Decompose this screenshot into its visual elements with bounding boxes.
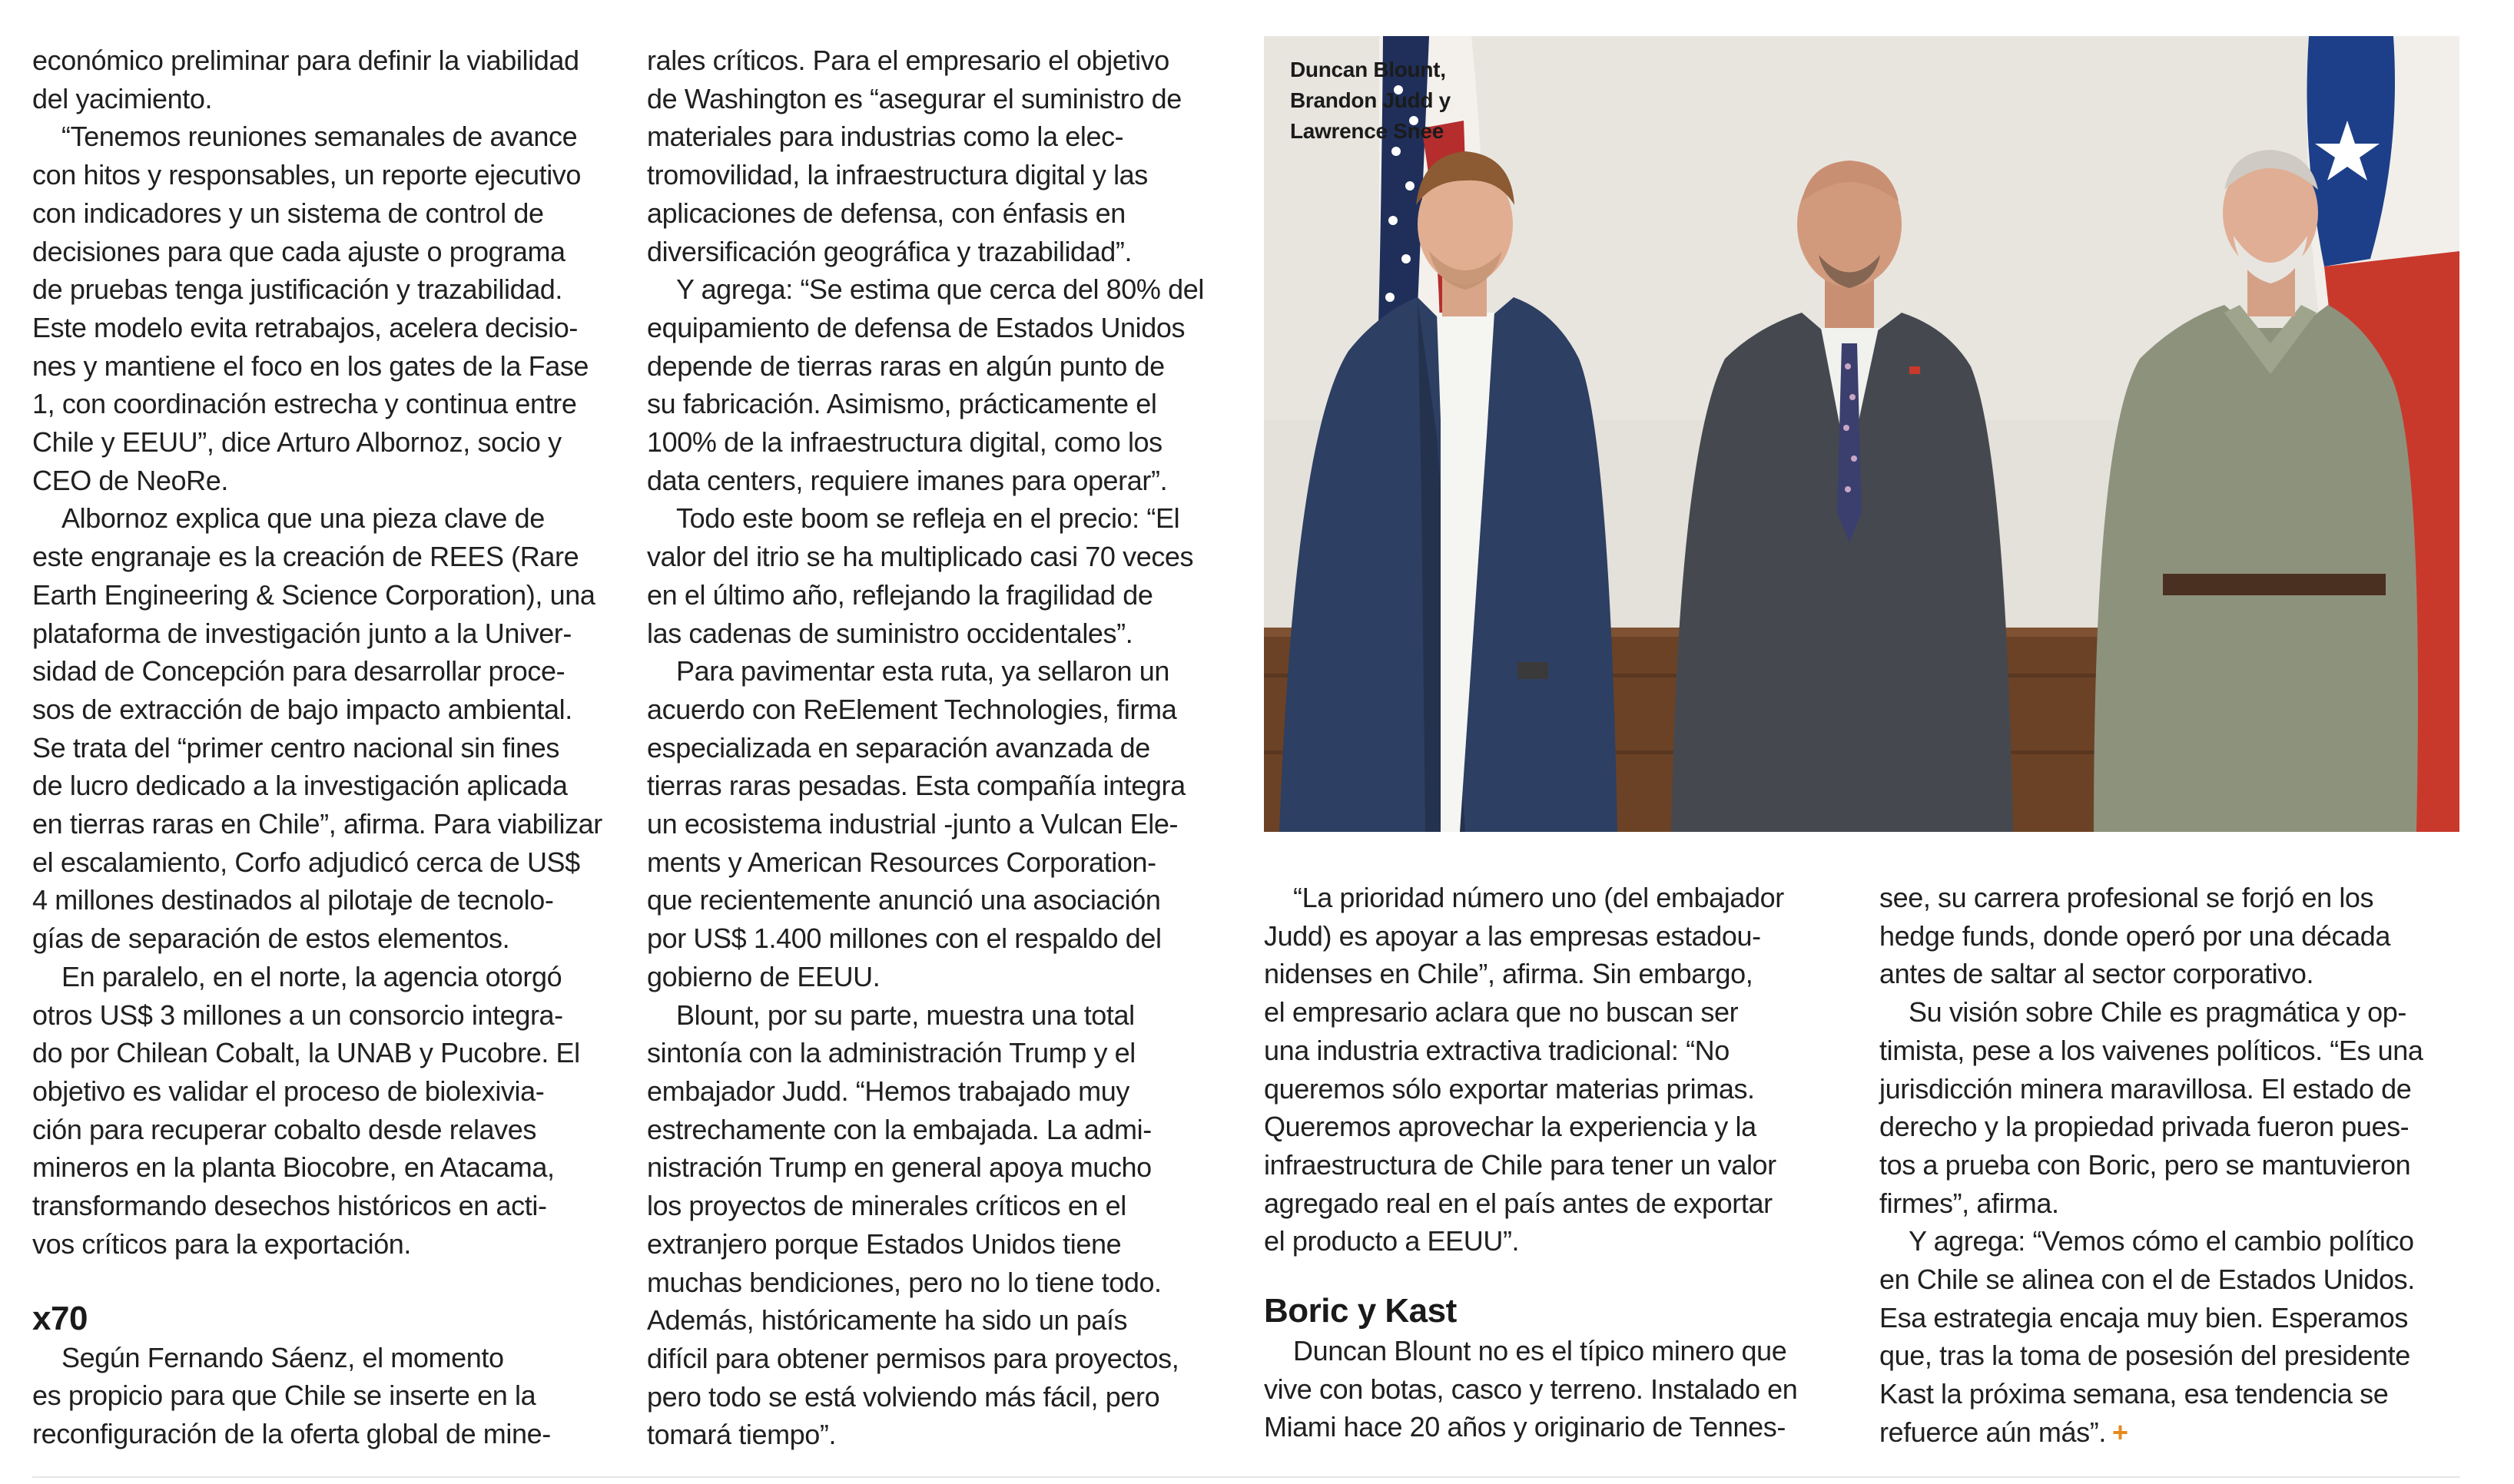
text-line: CEO de NeoRe. bbox=[32, 464, 228, 496]
text-line: rales críticos. Para el empresario el objetivo bbox=[647, 45, 1169, 76]
text-line: Miami hace 20 años y originario de Tennes- bbox=[1264, 1411, 1786, 1443]
text-column-4 bbox=[1879, 879, 2463, 1452]
text-line: las cadenas de suministro occidentales”. bbox=[647, 617, 1133, 649]
text-line: nidenses en Chile”, afirma. Sin embargo, bbox=[1264, 958, 1753, 990]
text-line: data centers, requiere imanes para operar”. bbox=[647, 464, 1168, 496]
text-line: queremos sólo exportar materias primas. bbox=[1264, 1072, 1755, 1105]
text-line: otros US$ 3 millones a un consorcio integra- bbox=[32, 999, 563, 1031]
text-line: infraestructura de Chile para tener un valor bbox=[1264, 1148, 1776, 1181]
text-line: tierras raras pesadas. Esta compañía integra bbox=[647, 770, 1186, 802]
text-line: Judd) es apoyar a las empresas estadou- bbox=[1264, 919, 1761, 952]
text-column-1 bbox=[32, 41, 616, 1453]
caption-line: Duncan Blount, bbox=[1290, 58, 1446, 81]
text-line: “Tenemos reuniones semanales de avance bbox=[61, 121, 578, 153]
text-line: especializada en separación avanzada de bbox=[647, 731, 1150, 764]
text-line: Esa estrategia encaja muy bien. Esperamos bbox=[1879, 1301, 2408, 1333]
text-line: Y agrega: “Vemos cómo el cambio político bbox=[1909, 1225, 2414, 1257]
text-line: see, su carrera profesional se forjó en los bbox=[1879, 882, 2374, 913]
text-line: Albornoz explica que una pieza clave de bbox=[61, 502, 545, 535]
text-line: por US$ 1.400 millones con el respaldo del bbox=[647, 923, 1162, 955]
text-line: En paralelo, en el norte, la agencia otorgó bbox=[61, 960, 562, 992]
text-line: mineros en la planta Biocobre, en Atacama, bbox=[32, 1151, 555, 1184]
caption-line: Lawrence Snee bbox=[1290, 119, 1444, 143]
text-line: “La prioridad número uno (del embajador bbox=[1293, 882, 1784, 913]
text-line: de Washington es “asegurar el suministro de bbox=[647, 82, 1182, 114]
final-line-text: refuerce aún más”. bbox=[1879, 1416, 2106, 1448]
section-heading-x70: x70 bbox=[32, 1299, 88, 1337]
text-line: tomará tiempo”. bbox=[647, 1419, 837, 1451]
text-line: Todo este boom se refleja en el precio: “El bbox=[676, 502, 1180, 535]
text-line: ments y American Resources Corporation- bbox=[647, 846, 1156, 878]
text-line: nes y mantiene el foco en los gates de la Fase bbox=[32, 349, 589, 382]
text-line: este engranaje es la creación de REES (Rare bbox=[32, 541, 579, 573]
text-line: con indicadores y un sistema de control de bbox=[32, 197, 544, 229]
text-line: una industria extractiva tradicional: “No bbox=[1264, 1034, 1730, 1066]
text-line: un ecosistema industrial -junto a Vulcan Ele- bbox=[647, 808, 1179, 840]
text-line: el empresario aclara que no buscan ser bbox=[1264, 996, 1739, 1029]
text-line: los proyectos de minerales críticos en el bbox=[647, 1190, 1126, 1222]
text-line: su fabricación. Asimismo, prácticamente el bbox=[647, 388, 1157, 420]
text-line: vive con botas, casco y terreno. Instalado en bbox=[1264, 1373, 1798, 1405]
text-line: embajador Judd. “Hemos trabajado muy bbox=[647, 1075, 1129, 1107]
text-line: ción para recuperar cobalto desde relaves bbox=[32, 1113, 536, 1145]
text-line: materiales para industrias como la elec- bbox=[647, 121, 1124, 153]
text-line: que, tras la toma de posesión del presidente bbox=[1879, 1340, 2410, 1372]
text-line: Kast la próxima semana, esa tendencia se bbox=[1879, 1378, 2389, 1410]
text-line: Además, históricamente ha sido un país bbox=[647, 1304, 1128, 1337]
text-line: extranjero porque Estados Unidos tiene bbox=[647, 1227, 1122, 1260]
text-line: jurisdicción minera maravillosa. El estado de bbox=[1879, 1072, 2412, 1105]
text-line: el escalamiento, Corfo adjudicó cerca de US$ bbox=[32, 846, 580, 878]
text-line: Y agrega: “Se estima que cerca del 80% del bbox=[676, 273, 1204, 306]
text-line: derecho y la propiedad privada fueron pues- bbox=[1879, 1111, 2410, 1143]
text-line: del yacimiento. bbox=[32, 82, 213, 114]
photo-caption bbox=[1290, 55, 1451, 147]
text-line: timista, pese a los vaivenes políticos. “Es una bbox=[1879, 1034, 2423, 1066]
text-line: tromovilidad, la infraestructura digital y las bbox=[647, 159, 1148, 191]
text-line: 1, con coordinación estrecha y continua entre bbox=[32, 388, 577, 420]
text-line: sidad de Concepción para desarrollar proce- bbox=[32, 655, 565, 687]
text-line: de pruebas tenga justificación y trazabilidad. bbox=[32, 273, 563, 306]
text-line: hedge funds, donde operó por una década bbox=[1879, 919, 2390, 952]
text-line: Earth Engineering & Science Corporation), una bbox=[32, 578, 595, 611]
caption-line: Brandon Judd y bbox=[1290, 88, 1451, 112]
text-line: objetivo es validar el proceso de biolexivia- bbox=[32, 1075, 545, 1107]
text-line: Para pavimentar esta ruta, ya sellaron un bbox=[676, 655, 1169, 687]
text-line: Duncan Blount no es el típico minero que bbox=[1293, 1335, 1787, 1367]
text-line: económico preliminar para definir la viabilidad bbox=[32, 45, 579, 76]
text-line: muchas bendiciones, pero no lo tiene todo. bbox=[647, 1266, 1162, 1298]
text-column-3 bbox=[1264, 879, 1848, 1446]
text-line: en tierras raras en Chile”, afirma. Para viabilizar bbox=[32, 808, 602, 840]
text-line: en el último año, reflejando la fragilidad de bbox=[647, 578, 1153, 611]
text-line: Se trata del “primer centro nacional sin fines bbox=[32, 731, 559, 764]
text-line: en Chile se alinea con el de Estados Unidos. bbox=[1879, 1264, 2415, 1296]
text-line: sintonía con la administración Trump y el bbox=[647, 1037, 1136, 1069]
text-line: el producto a EEUU”. bbox=[1264, 1225, 1520, 1257]
text-line: 100% de la infraestructura digital, como los bbox=[647, 426, 1162, 459]
text-line: Blount, por su parte, muestra una total bbox=[676, 999, 1135, 1031]
text-line-last bbox=[1879, 1413, 2463, 1452]
text-column-2 bbox=[647, 41, 1231, 1454]
text-line: equipamiento de defensa de Estados Unidos bbox=[647, 311, 1186, 343]
text-line: Chile y EEUU”, dice Arturo Albornoz, socio y bbox=[32, 426, 562, 459]
text-line: es propicio para que Chile se inserte en la bbox=[32, 1380, 536, 1412]
text-line: Su visión sobre Chile es pragmática y op- bbox=[1909, 996, 2406, 1029]
text-line: acuerdo con ReElement Technologies, firma bbox=[647, 693, 1177, 725]
text-line: diversificación geográfica y trazabilidad”. bbox=[647, 235, 1133, 267]
text-line: que recientemente anunció una asociación bbox=[647, 884, 1161, 916]
text-line: difícil para obtener permisos para proyectos, bbox=[647, 1342, 1179, 1374]
text-line: do por Chilean Cobalt, la UNAB y Pucobre. El bbox=[32, 1037, 580, 1069]
text-line: Según Fernando Sáenz, el momento bbox=[61, 1341, 504, 1373]
text-line: transformando desechos históricos en acti- bbox=[32, 1190, 547, 1222]
text-line: sos de extracción de bajo impacto ambiental. bbox=[32, 693, 572, 725]
text-line: firmes”, afirma. bbox=[1879, 1187, 2059, 1219]
text-line: de lucro dedicado a la investigación aplicada bbox=[32, 770, 568, 802]
text-line: nistración Trump en general apoya mucho bbox=[647, 1151, 1152, 1184]
text-line: decisiones para que cada ajuste o programa bbox=[32, 235, 565, 267]
text-line: depende de tierras raras en algún punto de bbox=[647, 349, 1165, 382]
section-heading-boric-y-kast: Boric y Kast bbox=[1264, 1292, 1457, 1330]
text-line: con hitos y responsables, un reporte ejecutivo bbox=[32, 159, 582, 191]
text-line: reconfiguración de la oferta global de mine- bbox=[32, 1417, 551, 1449]
text-line: estrechamente con la embajada. La admi- bbox=[647, 1113, 1152, 1145]
text-line: pero todo se está volviendo más fácil, pero bbox=[647, 1380, 1160, 1413]
bottom-divider bbox=[32, 1476, 2460, 1478]
text-line: Queremos aprovechar la experiencia y la bbox=[1264, 1111, 1756, 1143]
end-mark-icon: + bbox=[2111, 1416, 2128, 1448]
text-line: tos a prueba con Boric, pero se mantuvieron bbox=[1879, 1148, 2411, 1181]
text-line: gías de separación de estos elementos. bbox=[32, 923, 510, 955]
text-line: gobierno de EEUU. bbox=[647, 960, 881, 992]
text-line: Este modelo evita retrabajos, acelera decisio- bbox=[32, 311, 578, 343]
text-line: plataforma de investigación junto a la Univer- bbox=[32, 617, 572, 649]
text-line: agregado real en el país antes de exportar bbox=[1264, 1187, 1773, 1219]
article-photo bbox=[1264, 36, 2459, 832]
text-line: 4 millones destinados al pilotaje de tecnolo- bbox=[32, 884, 554, 916]
text-line: aplicaciones de defensa, con énfasis en bbox=[647, 197, 1126, 229]
text-line: antes de saltar al sector corporativo. bbox=[1879, 958, 2314, 990]
text-line: valor del itrio se ha multiplicado casi 70 veces bbox=[647, 541, 1194, 573]
text-line: vos críticos para la exportación. bbox=[32, 1227, 412, 1260]
